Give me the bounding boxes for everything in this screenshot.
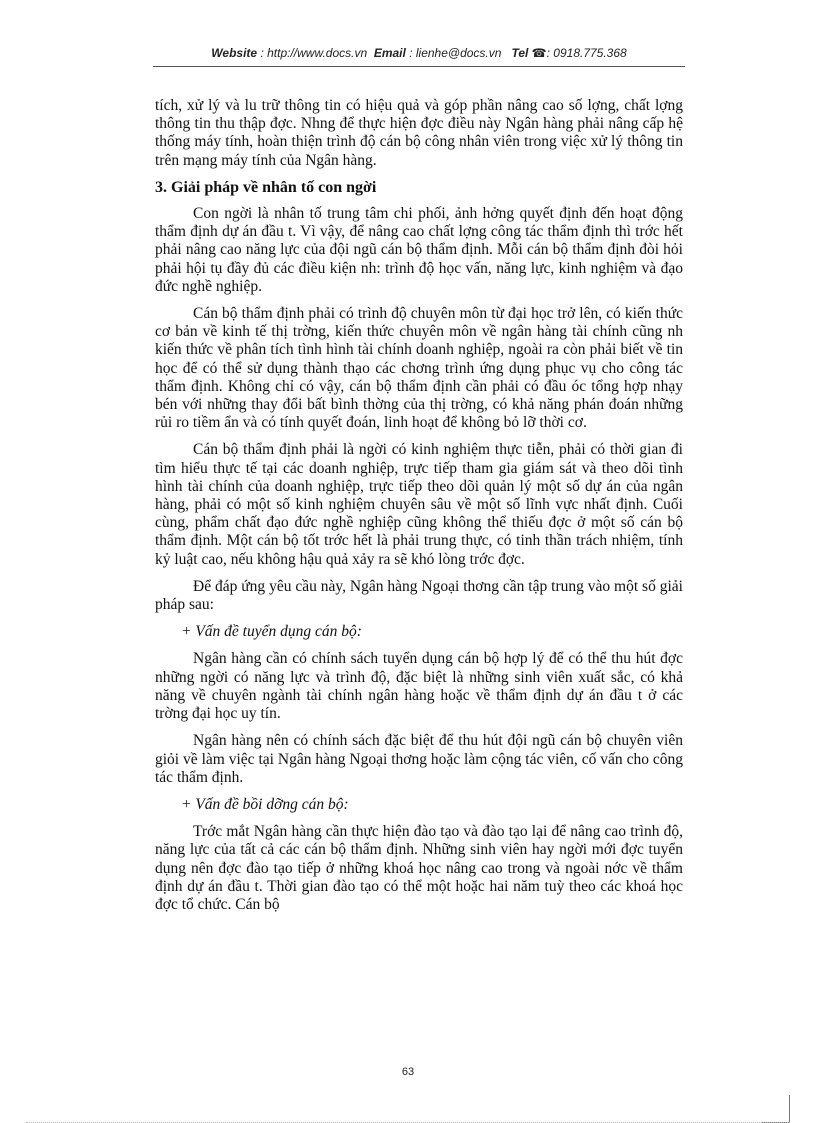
tel-label: Tel ☎ <box>511 46 547 60</box>
section-heading: 3. Giải pháp về nhân tố con ngời <box>155 178 377 196</box>
paragraph: Con ngời là nhân tố trung tâm chi phối, ảnh hởng quyết định đến hoạt động thẩm định dự án đầu t. Vì vậy, để nâng cao chất lợng công tác thẩm định thì trớc hết phải nâng cao năng lực của đội ngũ cán bộ thẩm định. Mỗi cán bộ thẩm định đòi hỏi phải hội tụ đầy đủ các điều kiện nh: trình độ học vấn, năng lực, kinh nghiệm và đạo đức nghề nghiệp. <box>155 205 683 295</box>
paragraph: Để đáp ứng yêu cầu này, Ngân hàng Ngoại thơng cần tập trung vào một số giải pháp sau: <box>155 577 683 614</box>
header-divider <box>153 66 685 67</box>
page-header <box>153 46 685 60</box>
email-value: : lienhe@docs.vn <box>409 46 502 60</box>
email-label: Email <box>373 46 406 60</box>
paragraph: tích, xử lý và lu trữ thông tin có hiệu quả và góp phần nâng cao số lợng, chất lợng thông tin thu thập đợc. Nhng để thực hiện đợc điều này Ngân hàng phải nâng cấp hệ thống máy tính, hoàn thiện trình độ cán bộ công nhân viên trong việc xử lý thông tin trên mạng máy tính của Ngân hàng. <box>155 97 683 169</box>
paragraph: Cán bộ thẩm định phải là ngời có kinh nghiệm thực tiễn, phải có thời gian đi tìm hiểu thực tế tại các doanh nghiệp, trực tiếp tham gia giám sát và theo dõi tình hình tài chính của doanh nghiệp, trực tiếp theo dõi quản lý một số dự án của ngân hàng, phải có một số kinh nghiệm chuyên sâu về một số lĩnh vực nhất định. Cuối cùng, phẩm chất đạo đức nghề nghiệp cũng không thể thiếu đợc ở một số cán bộ thẩm định. Một cán bộ tốt trớc hết là phải trung thực, có tinh thần trách nhiệm, tính kỷ luật cao, nếu không hậu quả xảy ra sẽ khó lòng trớc đợc. <box>155 441 683 568</box>
subheading: + Vấn đề tuyển dụng cán bộ: <box>181 623 362 641</box>
tel-value: : 0918.775.368 <box>546 46 627 60</box>
subheading: + Vấn đề bồi dỡng cán bộ: <box>181 795 349 813</box>
paragraph: Cán bộ thẩm định phải có trình độ chuyên môn từ đại học trở lên, có kiến thức cơ bản về kinh tế thị trờng, kiến thức chuyên môn về ngân hàng tài chính cũng nh kiến thức về phân tích tình hình tài chính doanh nghiệp, ngoài ra còn phải biết về tin học để có thể sử dụng thành thạo các chơng trình ứng dụng phục vụ cho công tác thẩm định. Không chỉ có vậy, cán bộ thẩm định cần phải có đầu óc tổng hợp nhạy bén với những thay đổi bất bình thờng của thị trờng, có khả năng phán đoán những rủi ro tiềm ẩn và có tính quyết đoán, linh hoạt để không bỏ lỡ thời cơ. <box>155 305 683 432</box>
page-number: 63 <box>401 1066 415 1078</box>
website-label: Website <box>211 46 258 60</box>
page-corner-mark <box>761 1095 790 1123</box>
paragraph: Ngân hàng cần có chính sách tuyển dụng cán bộ hợp lý để có thể thu hút đợc những ngời có năng lực và trình độ, đặc biệt là những sinh viên xuất sắc, có khả năng về chuyên ngành tài chính ngân hàng hoặc về thẩm định dự án đầu t ở các trờng đại học uy tín. <box>155 650 683 723</box>
paragraph: Ngân hàng nên có chính sách đặc biệt để thu hút đội ngũ cán bộ chuyên viên giỏi về làm việc tại Ngân hàng Ngoại thơng hoặc làm cộng tác viên, cố vấn cho công tác thẩm định. <box>155 732 683 786</box>
website-value: : http://www.docs.vn <box>260 46 368 60</box>
paragraph: Trớc mắt Ngân hàng cần thực hiện đào tạo và đào tạo lại để nâng cao trình độ, năng lực của tất cả các cán bộ thẩm định. Những sinh viên hay ngời mới đợc tuyển dụng nên đợc đào tạo tiếp ở những khoá học nâng cao trong và ngoài nớc về thẩm định dự án đầu t. Thời gian đào tạo có thể một hoặc hai năm tuỳ theo các khoá học đợc tổ chức. Cán bộ <box>155 823 683 913</box>
document-body <box>155 97 683 923</box>
